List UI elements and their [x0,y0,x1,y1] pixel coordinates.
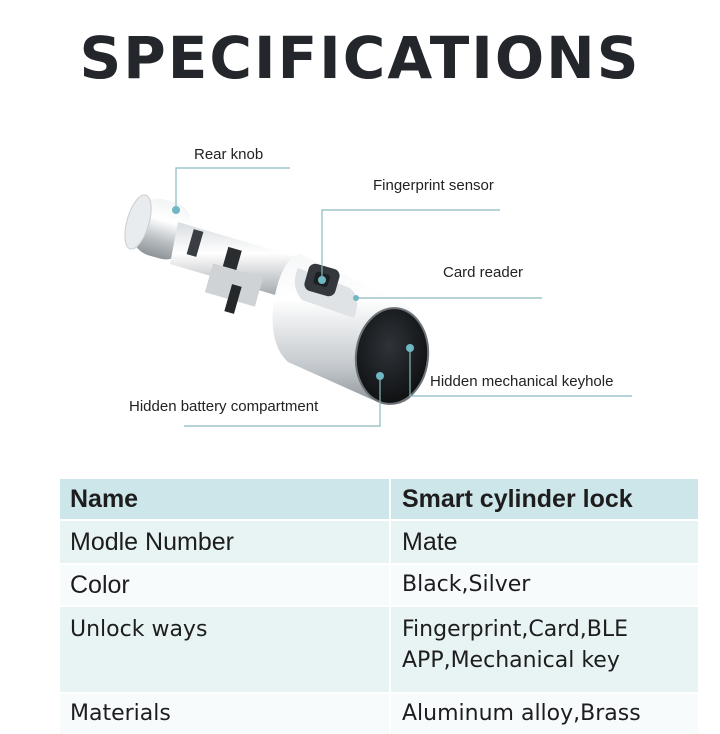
table-header-row [60,479,698,519]
lock-illustration [0,130,720,460]
header-key: Name [60,479,390,519]
row-value: Aluminum alloy,Brass [390,694,698,734]
product-diagram [0,130,720,460]
row-key: Materials [60,694,390,734]
row-value-line: APP,Mechanical key [402,648,620,673]
table-row [60,565,698,605]
spec-table [60,479,698,734]
callout-hidden-battery: Hidden battery compartment [129,398,319,415]
row-key: Unlock ways [60,607,390,692]
header-value: Smart cylinder lock [390,479,698,519]
lock-body [273,254,433,408]
table-row [60,607,698,692]
callout-hidden-keyhole: Hidden mechanical keyhole [430,373,614,390]
callout-card-reader: Card reader [443,264,524,281]
row-value: Mate [390,521,698,563]
table-row [60,521,698,563]
callout-fingerprint-sensor: Fingerprint sensor [373,177,494,194]
row-key: Color [60,565,390,605]
page-title: SPECIFICATIONS [79,24,641,92]
table-row [60,694,698,734]
callout-rear-knob: Rear knob [194,146,264,163]
row-value [390,607,698,692]
row-value-line: Fingerprint,Card,BLE [402,617,629,642]
row-value: Black,Silver [390,565,698,605]
row-key: Modle Number [60,521,390,563]
